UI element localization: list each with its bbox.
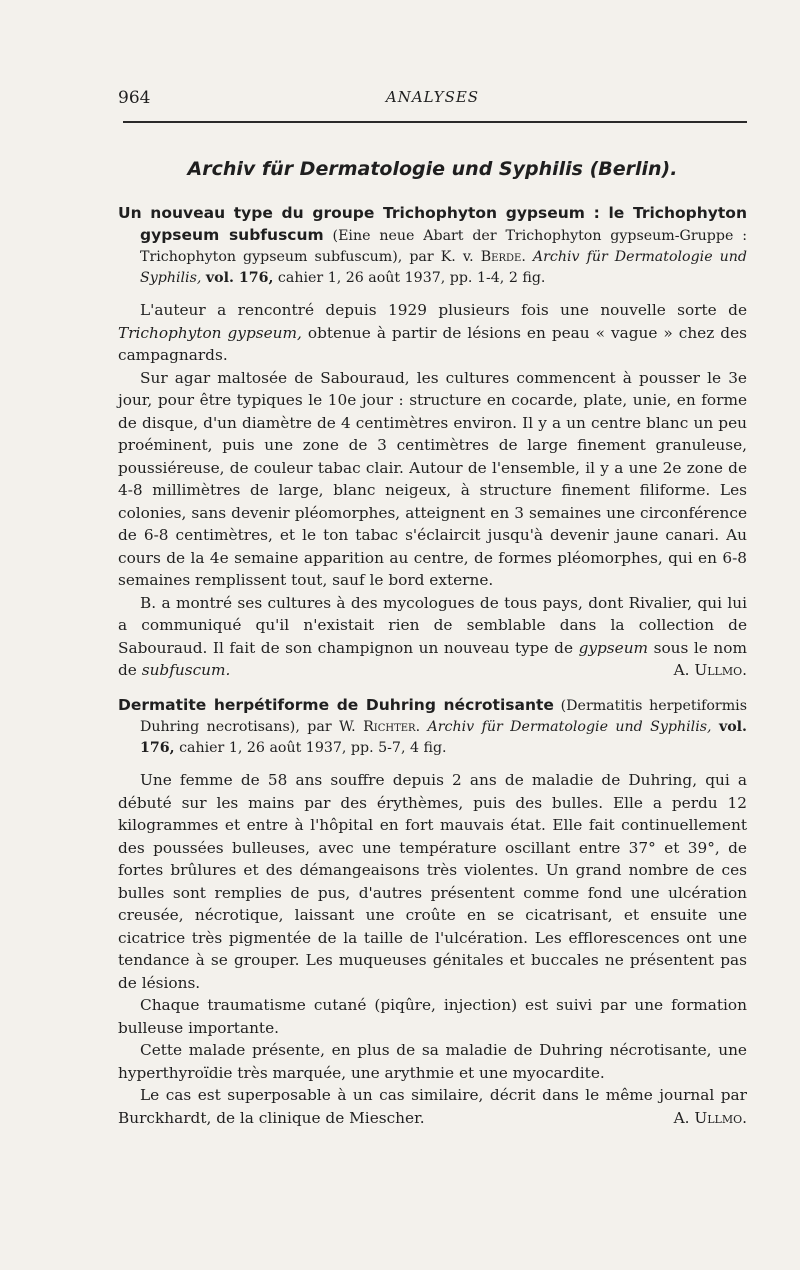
text-run: obtenue à partir de lésions en peau « vague » chez des campagnards. <box>118 323 747 364</box>
article-1-paragraph-1 <box>118 299 747 367</box>
article-1-original-title: (Eine neue Abart der Trichophyton gypseum-Gruppe : Trichophyton gypseum subfuscum), <box>140 228 747 265</box>
article-2-vol: vol. 176, <box>140 719 747 756</box>
article-1-journal: Archiv für Dermatologie und Syphilis, <box>140 249 747 286</box>
article-2-journal: Archiv für Dermatologie und Syphilis, <box>427 719 712 735</box>
article-1-paragraph-3 <box>118 592 747 682</box>
article-1-signature: A. Ullmo. <box>673 661 747 679</box>
article-2-heading <box>118 695 747 759</box>
article-2-signature: A. Ullmo. <box>673 1108 747 1127</box>
article-1-vol: vol. 176, <box>205 270 274 286</box>
text-run: Le cas est superposable à un cas similaire, décrit dans le même journal par Burckhardt, de la clinique de Miescher. <box>118 1086 747 1127</box>
article-1-title: Un nouveau type du groupe Trichophyton gypseum : le Trichophyton gypseum subfuscum <box>118 204 747 244</box>
article-1-author: Berde. <box>480 249 526 265</box>
running-head: ANALYSES <box>385 88 480 106</box>
header-rule <box>123 121 747 123</box>
article-2-issue: cahier 1, 26 août 1937, pp. 5-7, 4 fig. <box>179 740 447 756</box>
article-2-title: Dermatite herpétiforme de Duhring nécrotisante <box>118 696 554 714</box>
article-1-issue: cahier 1, 26 août 1937, pp. 1-4, 2 fig. <box>277 270 546 286</box>
article-1-paragraph-2: Sur agar maltosée de Sabouraud, les cultures commencent à pousser le 3e jour, pour être typiques le 10e jour : structure en cocarde, plate, unie, en forme de disque, d'un diamètre de 4 centimètres environ. Il y a un centre blanc un peu proéminent, puis une zone de 3 centimètres de large finement granuleuse, poussiéreuse, de couleur tabac clair. Autour de l'ensemble, il y a une 2e zone de 4-8 millimètres de large, blanc neigeux, à structure finement filiforme. Les colonies, sans devenir pléomorphes, atteignent en 3 semaines une circonférence de 6-8 centimètres, et le ton tabac s'éclaircit jusqu'à devenir jaune canari. Au cours de la 4e semaine apparition au centre, de formes pléomorphes, qui en 6-8 semaines remplissent tout, sauf le bord externe. <box>118 368 747 589</box>
text-run: B. a montré ses cultures à des mycologues de tous pays, dont Rivalier, qui lui a communiqué qu'il n'existait rien de semblable dans la collection de Sabouraud. Il fait de son champignon un nouveau type de <box>118 593 747 657</box>
species-name: Trichophyton gypseum, <box>118 323 302 342</box>
species-name: gypseum <box>578 638 649 657</box>
page-header <box>118 88 747 116</box>
article-2-author: Richter. <box>363 719 421 735</box>
article-2-paragraph-4 <box>118 1084 747 1129</box>
article-2 <box>118 695 747 1129</box>
article-2-by: par W. <box>307 719 356 735</box>
article-1 <box>118 203 747 682</box>
text-run: L'auteur a rencontré depuis 1929 plusieurs fois une nouvelle sorte de <box>140 301 747 319</box>
article-1-heading <box>118 203 747 289</box>
article-2-paragraph-1: Une femme de 58 ans souffre depuis 2 ans de maladie de Duhring, qui a débuté sur les mains par des érythèmes, puis des bulles. Elle a perdu 12 kilogrammes et entre à l'hôpital en fort mauvais état. Elle fait continuellement des poussées bulleuses, avec une température oscillant entre 37° et 39°, de fortes brûlures et des démangeaisons très violentes. Un grand nombre de ces bulles sont remplies de pus, d'autres présentent comme fond une ulcération creusée, nécrotique, laissant une croûte en se cicatrisant, et ensuite une cicatrice très pigmentée de la taille de l'ulcération. Les efflorescences ont une tendance à se grouper. Les muqueuses génitales et buccales ne présentent pas de lésions. <box>118 771 747 992</box>
page-number: 964 <box>118 88 151 108</box>
article-2-original-title: (Dermatitis herpetiformis Duhring necrotisans), <box>140 698 747 735</box>
journal-title: Archiv für Dermatologie und Syphilis (Berlin). <box>187 158 678 180</box>
text-run: sous le nom de <box>118 638 747 679</box>
article-2-paragraph-2: Chaque traumatisme cutané (piqûre, injection) est suivi par une formation bulleuse importante. <box>118 996 747 1037</box>
article-1-by: par K. v. <box>409 249 474 265</box>
spacer <box>118 289 747 299</box>
variety-name: subfuscum. <box>141 661 231 679</box>
spacer <box>118 759 747 769</box>
article-2-paragraph-3: Cette malade présente, en plus de sa maladie de Duhring nécrotisante, une hyperthyroïdie très marquée, une arythmie et une myocardite. <box>118 1041 747 1082</box>
